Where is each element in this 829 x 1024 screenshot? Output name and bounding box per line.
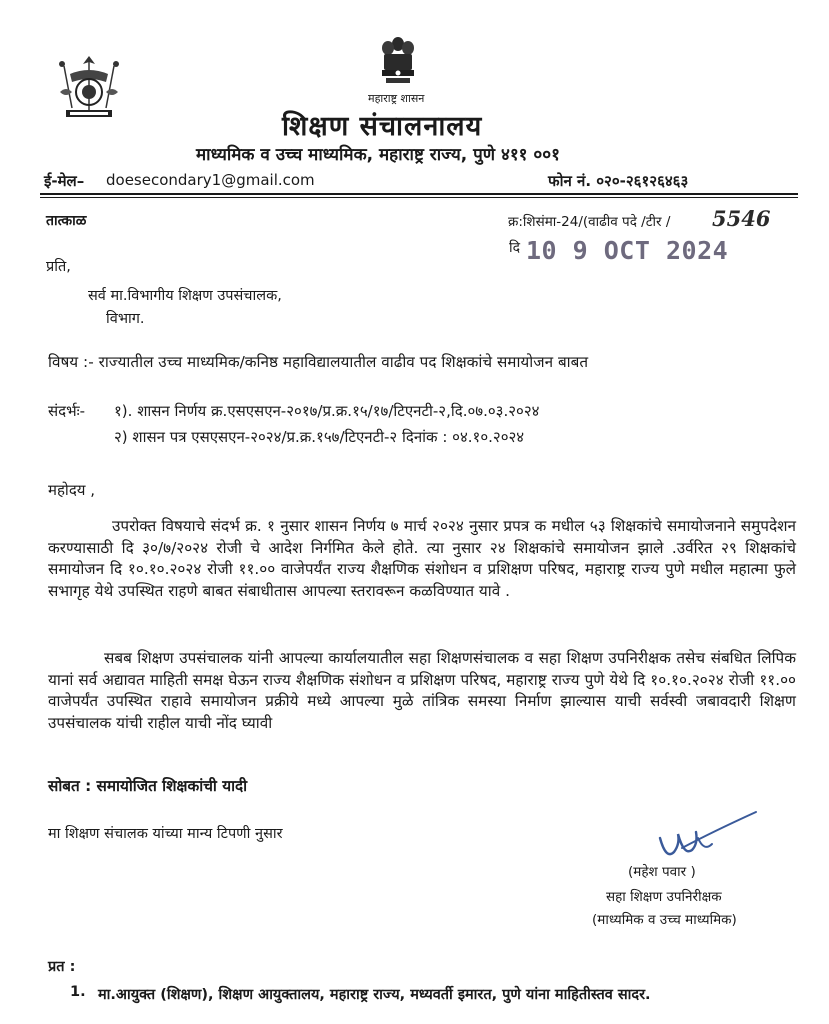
salutation: महोदय ,	[48, 481, 96, 499]
govt-label: महाराष्ट्र शासन	[368, 92, 425, 105]
header-divider-top	[40, 193, 798, 195]
date-prefix: दि	[509, 240, 521, 256]
recipient-line-1: सर्व मा.विभागीय शिक्षण उपसंचालक,	[88, 288, 282, 304]
signatory-designation: सहा शिक्षण उपनिरीक्षक	[606, 889, 722, 905]
office-address: माध्यमिक व उच्च माध्यमिक, महाराष्ट्र राज्य, पुणे ४११ ००१	[196, 145, 560, 165]
phone-number: फोन नं. ०२०-२६१२६४६३	[548, 172, 689, 190]
approval-note: मा शिक्षण संचालक यांच्या मान्य टिपणी नुसार	[48, 826, 283, 842]
body-paragraph-2: सबब शिक्षण उपसंचालक यांनी आपल्या कार्यालयातील सहा शिक्षणसंचालक व सहा शिक्षण उपनिरीक्षक तसेच संबधित लिपिक यानां सर्व अद्यावत माहिती समक्ष घेऊन राज्य शैक्षणिक संशोधन व प्रशिक्षण परिषद, महाराष्ट्र राज्य पुणे येथे दि १०.१०.२०२४ रोजी ११.०० वाजेपर्यंत उपस्थित राहावे समायोजन प्रक्रीये मध्ये आपल्या मुळे तांत्रिक समस्या निर्माण झाल्यास याची सर्वस्वी जबावदारी शिक्षण उपसंचालक यांची राहील याची नोंद घ्यावी	[48, 649, 796, 732]
copy-to-label: प्रत :	[48, 959, 76, 975]
enclosure-line: सोबत : समायोजित शिक्षकांची यादी	[48, 777, 248, 795]
reference-number: क्र:शिसंमा-24/(वाढीव पदे /टीर /	[508, 214, 671, 230]
copy-to-item-number: 1.	[70, 984, 86, 1000]
header-divider-bottom	[40, 197, 798, 198]
recipient-line-2: विभाग.	[106, 311, 145, 327]
signatory-department: (माध्यमिक व उच्च माध्यमिक)	[592, 912, 737, 928]
reference-item-2: २) शासन पत्र एसएसएन-२०२४/प्र.क्र.१५७/टिएनटी-२ दिनांक : ०४.१०.२०२४	[114, 428, 525, 446]
body-paragraph-1: उपरोक्त विषयाचे संदर्भ क्र. १ नुसार शासन निर्णय ७ मार्च २०२४ नुसार प्रपत्र क मधील ५३ शिक्षकांचे समायोजनाने समुपदेशन करण्यासाठी दि ३०/७/२०२४ रोजी चे आदेश निर्गमित केले होते. त्या नुसार २४ शिक्षकांचे समायोजन झाले .उर्वरित २९ शिक्षकांचे समायोजन दि १०.१०.२०२४ रोजी ११.०० वाजेपर्यंत राज्य शैक्षणिक संशोधन व प्रशिक्षण परिषद, महाराष्ट्र राज्य पुणे मधील महात्मा फुले सभागृह येथे उपस्थित राहणे बाबत संबाधीतास आपल्या स्तरावरून कळविण्यात यावे .	[48, 517, 796, 600]
recipient-to: प्रति,	[46, 259, 71, 275]
subject-line: विषय :- राज्यातील उच्च माध्यमिक/कनिष्ठ महाविद्यालयातील वाढीव पद शिक्षकांचे समायोजन बाबत	[48, 353, 589, 371]
national-emblem-logo	[378, 34, 418, 86]
department-crest-logo	[50, 52, 128, 124]
handwritten-outward-number: 5546	[712, 206, 771, 231]
reference-item-1: १). शासन निर्णय क्र.एसएसएन-२०१७/प्र.क्र.१५/१७/टिएनटी-२,दि.०७.०३.२०२४	[114, 402, 540, 420]
priority-label: तात्काळ	[46, 213, 87, 229]
date-stamp: 10 9 OCT 2024	[526, 236, 729, 265]
signatory-name: (महेश पवार )	[628, 864, 696, 880]
email-address[interactable]: doesecondary1@gmail.com	[106, 171, 315, 189]
copy-to-item-text: मा.आयुक्त (शिक्षण), शिक्षण आयुक्तालय, महाराष्ट्र राज्य, मध्यवर्ती इमारत, पुणे यांना माहितीस्तव सादर.	[98, 987, 651, 1003]
email-label: ई-मेल–	[44, 172, 85, 190]
references-label: संदर्भः-	[48, 402, 86, 420]
office-name: शिक्षण संचालनालय	[282, 111, 483, 142]
